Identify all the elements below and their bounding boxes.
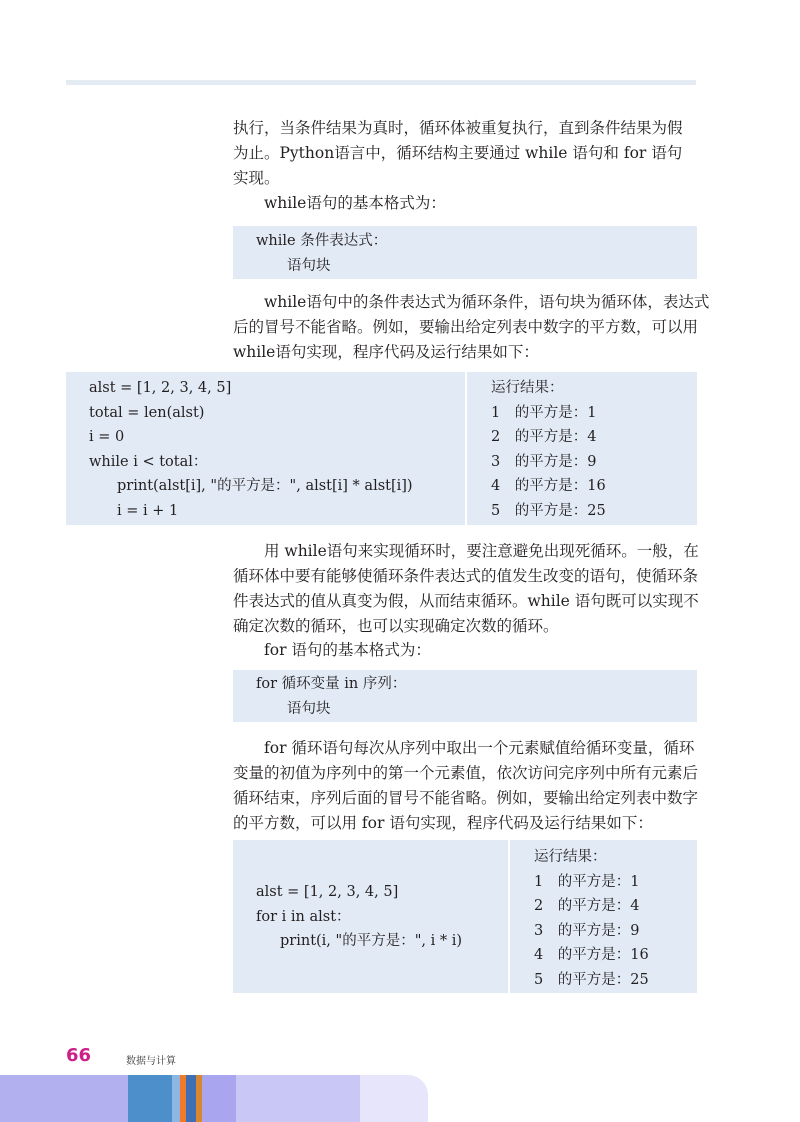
footer-band [236,1075,360,1122]
code-line: alst = [1, 2, 3, 4, 5] [256,884,399,900]
result-line: 5 的平方是：25 [491,502,606,519]
book-title: 数据与计算 [126,1056,176,1067]
for-example-box [233,840,697,993]
code-line: i = 0 [89,429,125,445]
for-format-box [233,670,697,722]
header-rule [66,80,696,85]
text-line: 实现。 [233,169,280,187]
page-number: 66 [66,1045,92,1066]
paragraph-for-format-intro: for 语句的基本格式为： [264,641,431,659]
text-line: 循环体中要有能够使循环条件表达式的值发生改变的语句，使循环条 [233,567,699,585]
code-line: 语句块 [287,257,331,274]
paragraph-while-explain [233,290,728,365]
code-line: alst = [1, 2, 3, 4, 5] [89,380,232,396]
code-line: while i < total： [89,453,208,470]
footer-band [360,1075,428,1122]
footer-band [0,1075,128,1122]
code-line: while 条件表达式： [256,233,388,249]
code-line: total = len(alst) [89,404,205,421]
code-line: for 循环变量 in 序列： [256,676,407,692]
paragraph-for-explain [233,736,728,836]
footer-band [172,1075,180,1122]
result-line: 3 的平方是：9 [491,453,597,470]
text-line: 确定次数的循环，也可以实现确定次数的循环。 [233,617,559,635]
result-line: 2 的平方是：4 [491,429,597,445]
text-line: 执行，当条件结果为真时，循环体被重复执行，直到条件结果为假 [233,119,683,137]
text-line: 变量的初值为序列中的第一个元素值，依次访问完序列中所有元素后 [233,764,699,782]
code-line: 语句块 [287,700,331,717]
code-line: print(alst[i], "的平方是：", alst[i] * alst[i]) [117,478,413,494]
result-line: 4 的平方是：16 [534,947,649,963]
code-line: i = i + 1 [117,502,179,519]
while-example-box [66,372,697,525]
text-line: for 循环语句每次从序列中取出一个元素赋值给循环变量，循环 [264,739,695,757]
footer-band [128,1075,172,1122]
for-result-panel [508,840,697,993]
text-line: 的平方数，可以用 for 语句实现，程序代码及运行结果如下： [233,814,653,832]
result-line: 1 的平方是：1 [534,873,640,890]
code-line: print(i, "的平方是：", i * i) [280,933,462,949]
text-line: 后的冒号不能省略。例如，要输出给定列表中数字的平方数，可以用 [233,318,699,336]
text-line: while语句实现，程序代码及运行结果如下： [233,343,539,361]
result-title: 运行结果： [491,380,564,396]
for-code [256,880,462,954]
paragraph-intro [233,116,697,191]
paragraph-while-format-intro: while语句的基本格式为： [264,194,446,212]
text-line: while语句中的条件表达式为循环条件，语句块为循环体，表达式 [264,293,710,311]
result-line: 5 的平方是：25 [534,971,649,988]
text-line: 为止。Python语言中，循环结构主要通过 while 语句和 for 语句 [233,144,683,162]
while-code [89,376,413,523]
result-line: 1 的平方是：1 [491,404,597,421]
result-line: 4 的平方是：16 [491,478,606,494]
text-line: 用 while语句来实现循环时，要注意避免出现死循环。一般，在 [264,542,699,560]
footer-band [186,1075,196,1122]
code-line: for i in alst： [256,908,351,925]
footer-band [202,1075,236,1122]
while-format-box [233,226,697,279]
result-line: 3 的平方是：9 [534,922,640,939]
text-line: 件表达式的值从真变为假，从而结束循环。while 语句既可以实现不 [233,592,699,610]
result-line: 2 的平方是：4 [534,898,640,914]
text-line: 循环结束，序列后面的冒号不能省略。例如，要输出给定列表中数字 [233,789,699,807]
while-result-panel [465,372,697,525]
paragraph-dead-loop [233,539,728,639]
result-title: 运行结果： [534,849,607,865]
